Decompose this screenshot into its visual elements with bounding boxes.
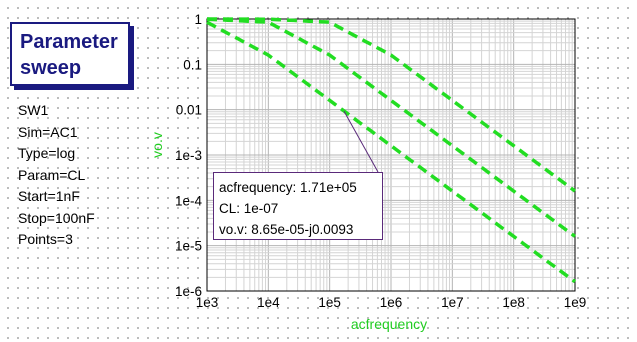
title-line-1: Parameter <box>20 31 118 53</box>
x-tick-label: 1e3 <box>195 295 219 310</box>
prop-name: SW1 <box>18 102 49 118</box>
prop-param: Param=CL <box>18 166 86 183</box>
x-tick-label: 1e4 <box>257 295 280 310</box>
tooltip-voltage: vo.v: 8.65e-05-j0.0093 <box>219 222 354 237</box>
tooltip-frequency: acfrequency: 1.71e+05 <box>219 180 357 195</box>
y-tick-label: 0.1 <box>183 57 202 73</box>
tooltip-cl: CL: 1e-07 <box>219 201 279 216</box>
y-tick-label: 1 <box>194 12 202 27</box>
x-tick-label: 1e7 <box>441 295 464 310</box>
y-axis-label: vo.v <box>149 132 165 158</box>
title-line-2: sweep <box>20 57 82 79</box>
x-tick-label: 1e8 <box>502 295 525 310</box>
prop-sim: Sim=AC1 <box>18 123 78 140</box>
x-tick-label: 1e9 <box>563 295 587 310</box>
marker-tooltip[interactable] <box>213 172 383 240</box>
y-tick-label: 1e-5 <box>174 238 202 254</box>
prop-type: Type=log <box>18 145 76 161</box>
prop-stop: Stop=100nF <box>18 209 95 226</box>
x-axis-label: acfrequency <box>350 316 428 332</box>
x-tick-label: 1e5 <box>318 295 341 310</box>
prop-start: Start=1nF <box>18 188 80 204</box>
y-tick-label: 0.01 <box>175 102 202 118</box>
y-tick-label: 1e-4 <box>174 193 202 209</box>
prop-points: Points=3 <box>18 231 73 247</box>
x-tick-label: 1e6 <box>379 295 403 310</box>
y-tick-label: 1e-6 <box>174 284 202 299</box>
y-tick-label: 1e-3 <box>174 148 202 163</box>
